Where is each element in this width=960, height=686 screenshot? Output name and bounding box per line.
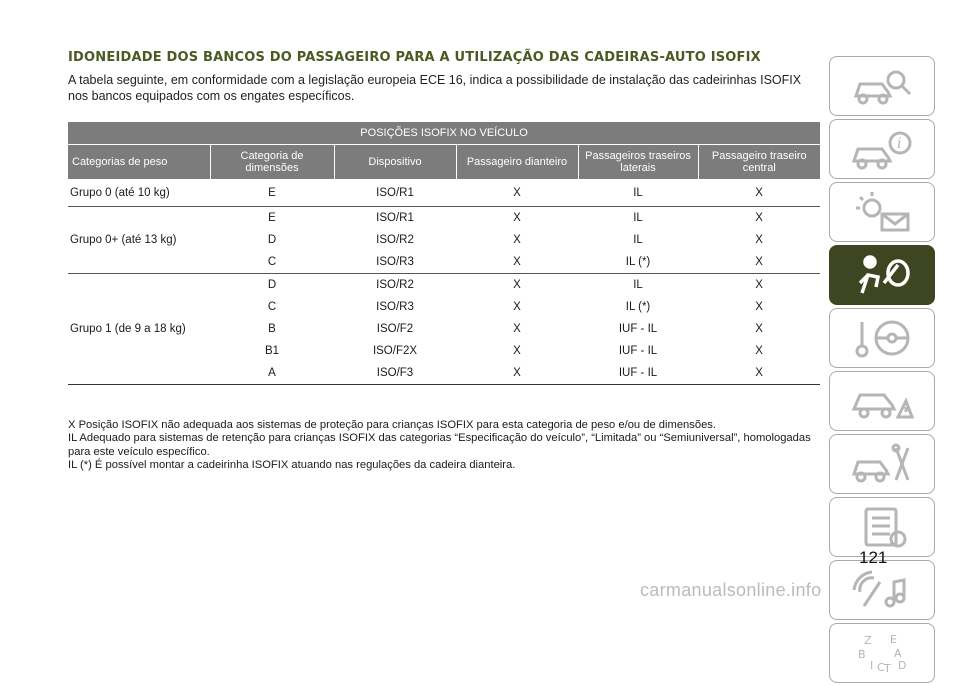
device-cell: ISO/R3 <box>376 256 414 268</box>
column-header-rear-center: Passageiro traseiro central <box>698 145 820 180</box>
nav-safety[interactable] <box>829 245 935 305</box>
table-row <box>68 179 820 207</box>
front-passenger-cell: X <box>513 367 521 379</box>
nav-car-search[interactable] <box>829 56 935 116</box>
rear-center-cell: X <box>755 367 763 379</box>
front-passenger-cell: X <box>456 207 578 230</box>
rear-center-cell: X <box>755 186 763 199</box>
warning-lights-message-icon <box>850 190 914 234</box>
device-cell: ISO/F3 <box>376 367 414 379</box>
column-header-front-passenger: Passageiro dianteiro <box>456 145 578 180</box>
device-cell: ISO/F2X <box>372 345 418 357</box>
nav-index[interactable] <box>829 623 935 683</box>
nav-warning-lights[interactable] <box>829 182 935 242</box>
column-header-size-class: Categoria de dimensões <box>210 145 334 180</box>
front-passenger-cell: X <box>513 323 521 335</box>
chapter-sidebar <box>829 56 935 686</box>
size-class-cell: A <box>268 367 276 379</box>
technical-data-sheet-icon <box>850 505 914 549</box>
section-heading: IDONEIDADE DOS BANCOS DO PASSAGEIRO PARA A UTILIZAÇÃO DAS CADEIRAS-AUTO ISOFIX <box>68 50 761 65</box>
size-class-cell: B <box>268 323 276 335</box>
isofix-table <box>68 122 820 385</box>
rear-outer-cell: IL <box>578 274 698 297</box>
front-passenger-cell: X <box>513 186 521 199</box>
rear-outer-cell: IL <box>633 186 643 199</box>
weight-group-cell: Grupo 0+ (até 13 kg) <box>68 207 210 274</box>
index-letter: T <box>884 662 891 675</box>
svg-text:i: i <box>897 136 902 152</box>
note-il: IL Adequado para sistemas de retenção para crianças ISOFIX das categorias “Especificação do veículo”, “Limitada” ou “Semiuniversal”, homologadas para este veículo específico. <box>68 432 811 458</box>
car-search-icon <box>850 64 914 108</box>
table-row <box>68 274 820 297</box>
index-letter: D <box>898 659 907 672</box>
size-class-cell: E <box>210 207 334 230</box>
front-passenger-cell: X <box>513 234 521 246</box>
nav-car-info[interactable] <box>829 119 935 179</box>
rear-center-cell: X <box>698 274 820 297</box>
rear-outer-cell: IL (*) <box>625 301 651 313</box>
watermark: carmanualsonline.info <box>640 580 822 600</box>
index-letter: A <box>894 647 902 660</box>
alphabetical-index-icon <box>850 631 914 675</box>
car-service-tools-icon <box>850 442 914 486</box>
column-header-weight: Categorias de peso <box>68 145 210 180</box>
device-cell: ISO/R3 <box>376 301 414 313</box>
size-class-cell: E <box>268 186 276 199</box>
weight-group-cell: Grupo 0 (até 10 kg) <box>70 186 170 199</box>
table-super-header: POSIÇÕES ISOFIX NO VEÍCULO <box>68 122 820 145</box>
device-cell: ISO/R1 <box>376 186 414 199</box>
index-letter: Z <box>864 634 872 647</box>
rear-outer-cell: IL <box>578 207 698 230</box>
note-il-star: IL (*) É possível montar a cadeirinha ISOFIX atuando nas regulações da cadeira dianteira. <box>68 459 516 472</box>
nav-multimedia[interactable] <box>829 560 935 620</box>
column-header-rear-outer: Passageiros traseiros laterais <box>578 145 698 180</box>
index-letter: E <box>890 633 897 646</box>
device-cell: ISO/R2 <box>376 234 414 246</box>
index-letter: C <box>877 661 885 674</box>
front-passenger-cell: X <box>513 345 521 357</box>
table-bottom-rule <box>68 384 820 385</box>
car-road-warning-icon <box>850 379 914 423</box>
rear-outer-cell: IL <box>633 234 643 246</box>
index-letter: B <box>858 648 866 661</box>
index-letter: I <box>870 659 874 672</box>
front-passenger-cell: X <box>456 274 578 297</box>
nav-maintenance[interactable] <box>829 434 935 494</box>
size-class-cell: B1 <box>264 345 280 357</box>
rear-outer-cell: IUF - IL <box>618 323 658 335</box>
device-cell: ISO/R1 <box>334 207 456 230</box>
device-cell: ISO/F2 <box>376 323 414 335</box>
table-notes <box>68 419 820 473</box>
rear-center-cell: X <box>755 345 763 357</box>
intro-paragraph: A tabela seguinte, em conformidade com a legislação europeia ECE 16, indica a possibilidade de instalação das cadeirinhas ISOFIX nos bancos equipados com os engates específicos. <box>68 73 802 103</box>
page-number: 121 <box>859 548 888 567</box>
airbag-passenger-icon <box>850 253 914 297</box>
rear-center-cell: X <box>755 323 763 335</box>
front-passenger-cell: X <box>513 256 521 268</box>
nav-starting-driving[interactable] <box>829 308 935 368</box>
rear-outer-cell: IUF - IL <box>618 367 658 379</box>
size-class-cell: C <box>267 301 277 313</box>
rear-outer-cell: IUF - IL <box>618 345 658 357</box>
column-header-device: Dispositivo <box>334 145 456 180</box>
device-cell: ISO/R2 <box>334 274 456 297</box>
rear-center-cell: X <box>698 207 820 230</box>
front-passenger-cell: X <box>513 301 521 313</box>
rear-center-cell: X <box>755 301 763 313</box>
rear-center-cell: X <box>755 234 763 246</box>
size-class-cell: D <box>267 234 277 246</box>
car-info-icon <box>850 127 914 171</box>
size-class-cell: D <box>210 274 334 297</box>
rear-outer-cell: IL (*) <box>625 256 651 268</box>
note-x: X Posição ISOFIX não adequada aos sistemas de proteção para crianças ISOFIX para esta categoria de peso e/ou de dimensões. <box>68 419 717 431</box>
rear-center-cell: X <box>755 256 763 268</box>
nav-emergency[interactable] <box>829 371 935 431</box>
key-steering-wheel-icon <box>850 316 914 360</box>
multimedia-satellite-icon <box>850 568 914 612</box>
size-class-cell: C <box>267 256 277 268</box>
weight-group-cell: Grupo 1 (de 9 a 18 kg) <box>68 274 210 385</box>
table-row <box>68 207 820 230</box>
